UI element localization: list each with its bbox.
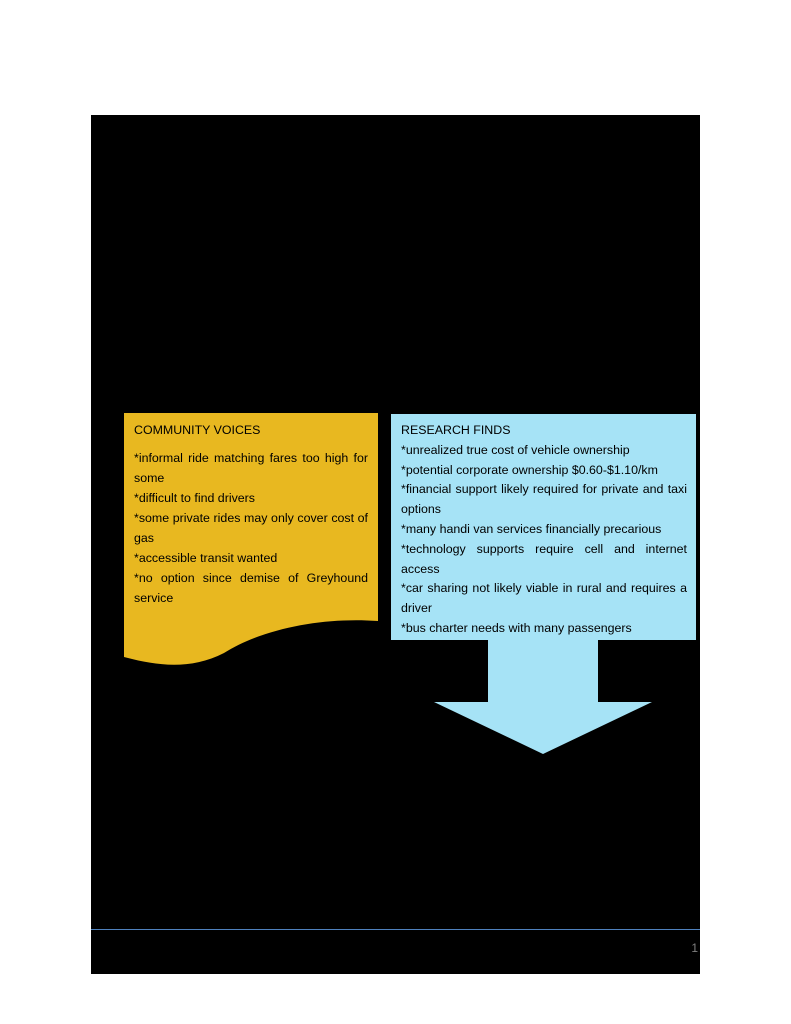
document-page [91,115,700,974]
community-voices-item: *some private rides may only cover cost of gas [134,511,368,545]
research-finds-item: *many handi van services financially precarious [401,521,662,536]
page-number: 1 [691,941,698,955]
community-voices-item: *difficult to find drivers [134,491,255,505]
research-finds-item: *technology supports require cell and internet access [401,541,687,576]
community-voices-item: *informal ride matching fares too high for some [134,451,368,485]
research-finds-item: *bus charter needs with many passengers [401,620,632,635]
research-finds-item: *unrealized true cost of vehicle ownership [401,442,630,457]
community-voices-item: *accessible transit wanted [134,551,278,565]
research-finds-item: *financial support likely required for private and taxi options [401,482,687,517]
research-finds-item: *potential corporate ownership $0.60-$1.10/km [401,462,658,477]
community-voices-panel [134,420,368,608]
community-voices-item: *no option since demise of Greyhound service [134,571,368,605]
research-finds-title: RESEARCH FINDS [401,423,511,437]
down-arrow-icon [434,639,652,754]
footer-rule [91,929,700,930]
research-finds-item: *car sharing not likely viable in rural and requires a driver [401,581,687,616]
community-voices-title: COMMUNITY VOICES [134,423,261,437]
research-finds-panel [401,421,687,639]
